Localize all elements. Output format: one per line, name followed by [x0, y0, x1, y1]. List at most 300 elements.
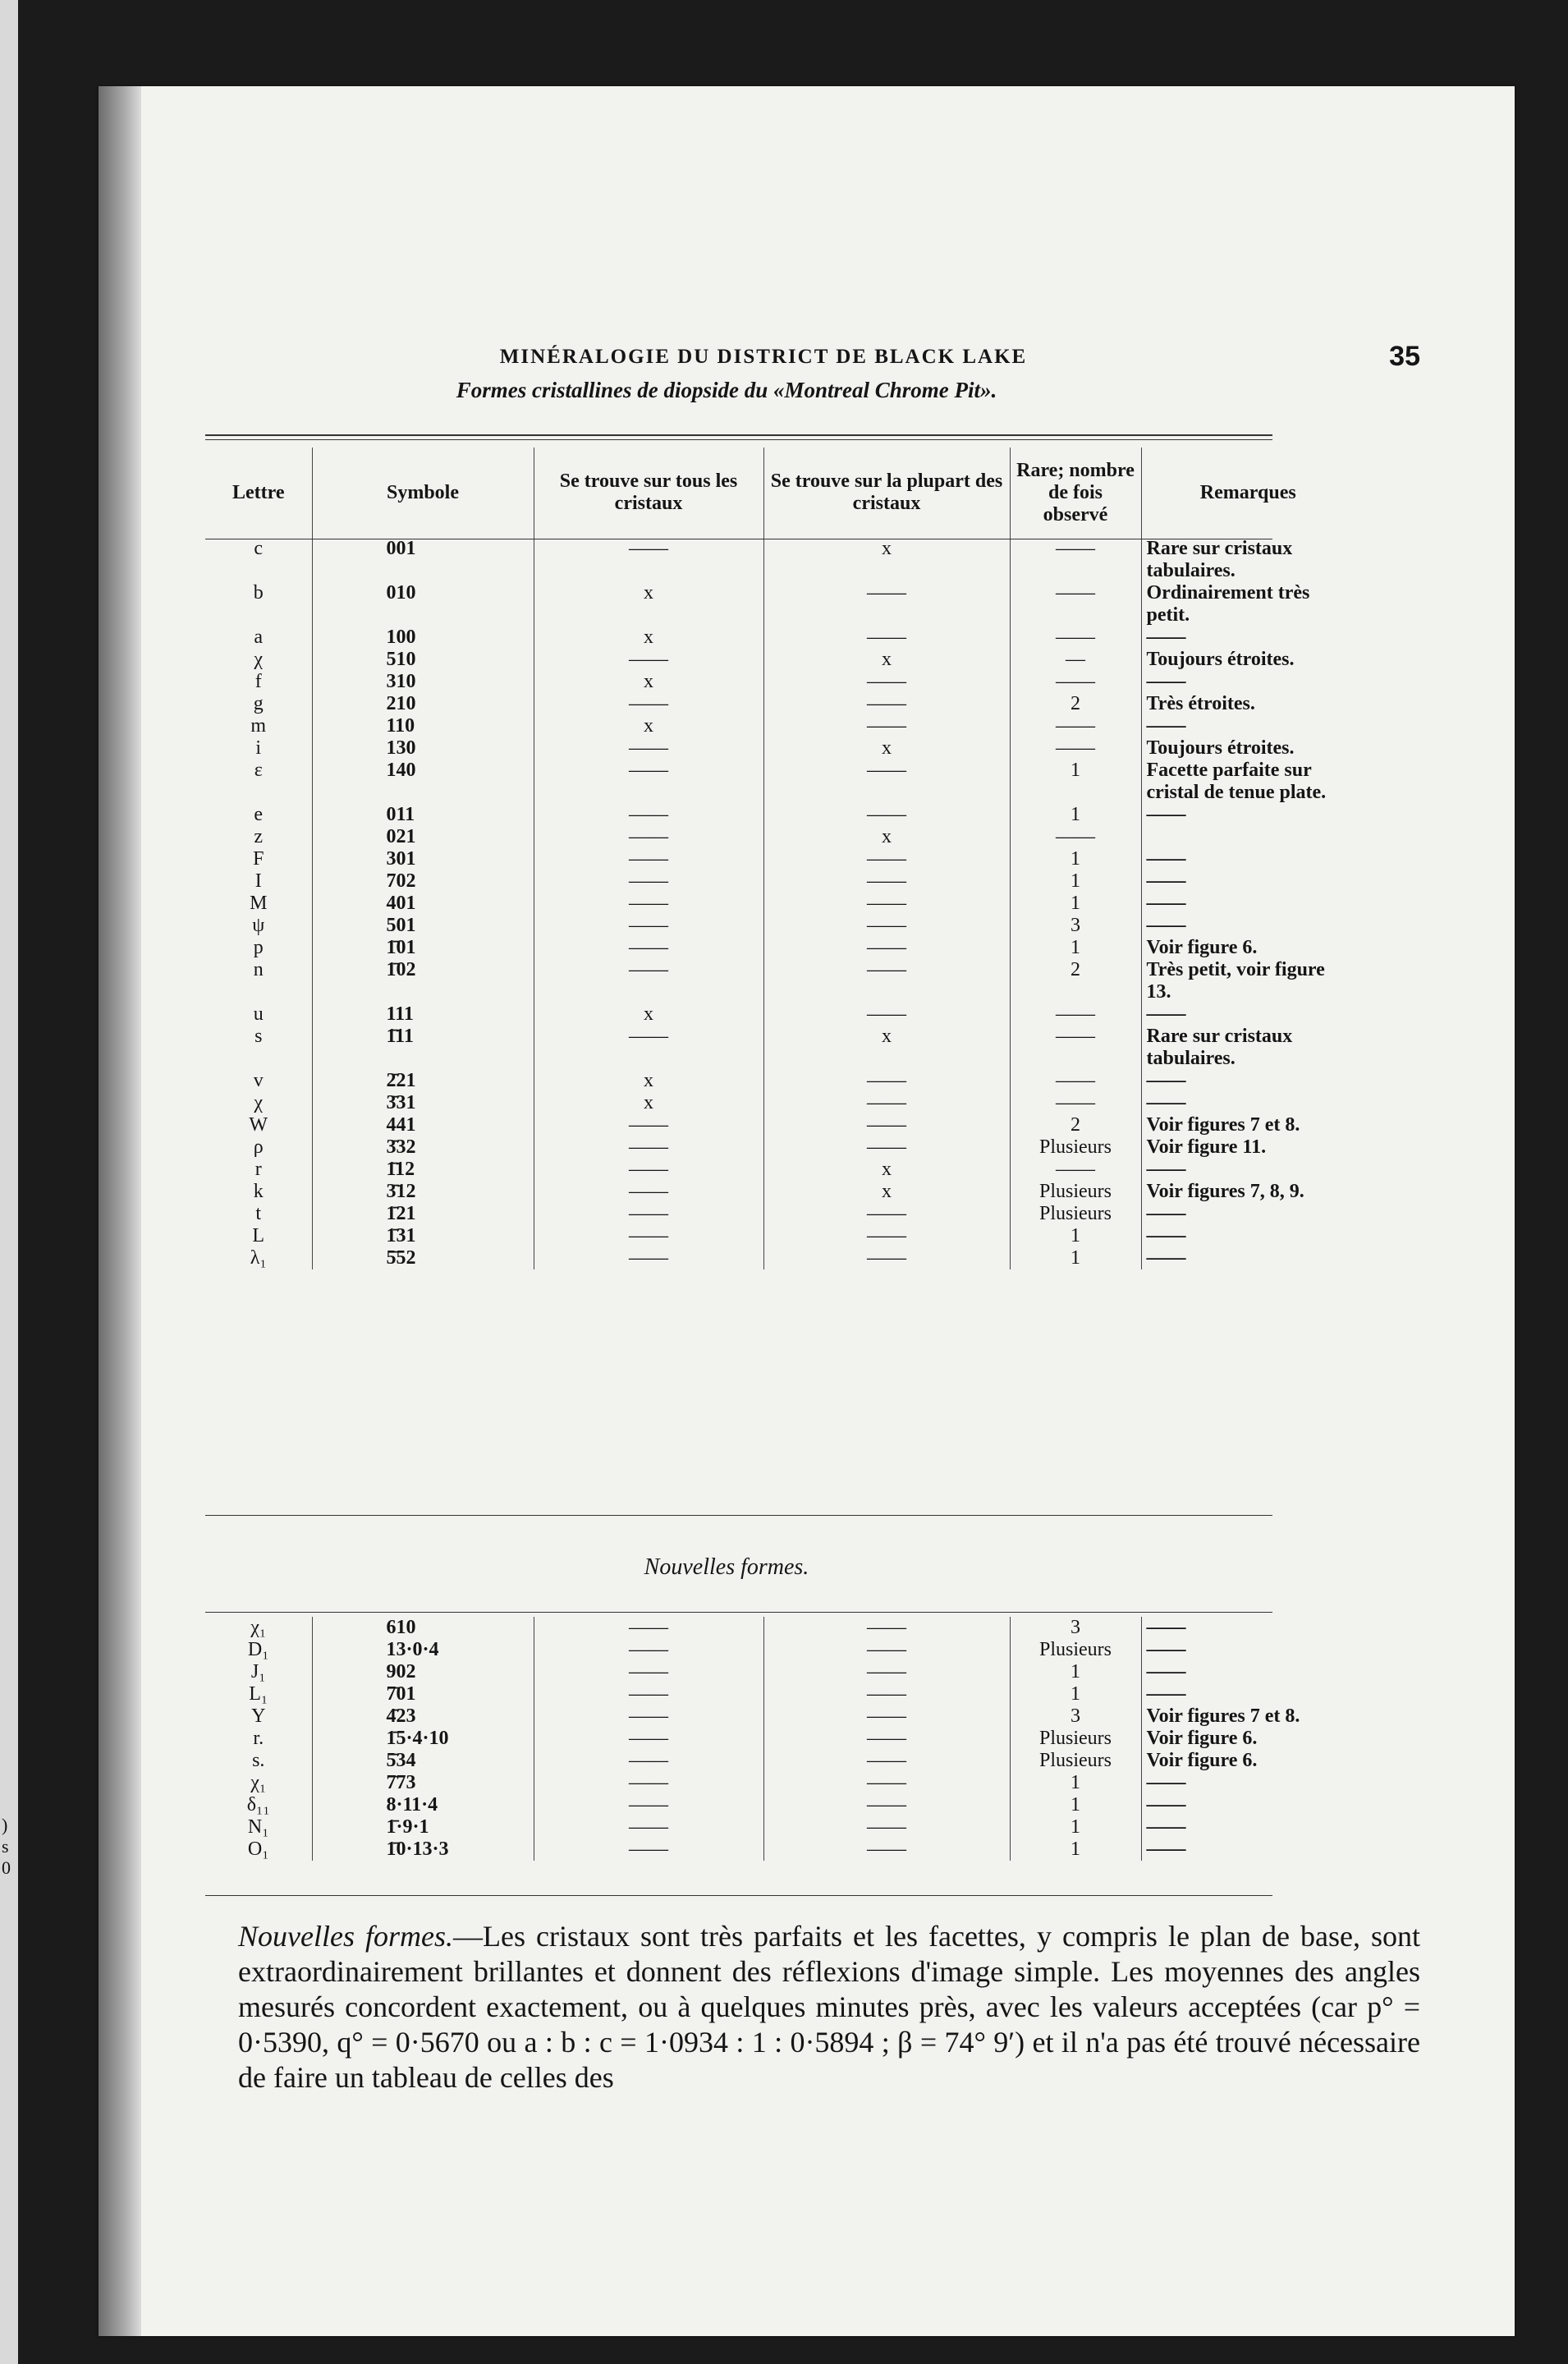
- cell-symbol: 3̄12: [312, 1181, 534, 1203]
- cell-rare: ——: [1010, 582, 1141, 627]
- table-row: [205, 959, 1355, 1003]
- cell-rare: ——: [1010, 737, 1141, 760]
- cell-symbol: 3̄32: [312, 1136, 534, 1159]
- cell-most-crystals: ——: [763, 848, 1010, 870]
- table-row: [205, 1728, 1355, 1750]
- cell-rare: 1: [1010, 893, 1141, 915]
- cell-symbol: 2̄21: [312, 1070, 534, 1092]
- cell-letter: ε: [254, 760, 263, 781]
- cell-rare: ——: [1010, 627, 1141, 649]
- cell-remarks: ——: [1141, 1247, 1355, 1269]
- cell-rare: 1: [1010, 848, 1141, 870]
- cell-letter: I: [254, 870, 262, 892]
- table-row: [205, 870, 1355, 893]
- new-forms-bottom-rule: [205, 1895, 1272, 1896]
- cell-remarks: Très petit, voir figure 13.: [1141, 959, 1355, 1003]
- cell-all-crystals: ——: [534, 959, 763, 1003]
- table-row: [205, 1705, 1355, 1728]
- new-forms-heading: Nouvelles formes.: [644, 1554, 809, 1580]
- cell-rare: ——: [1010, 1070, 1141, 1092]
- cell-letter: t: [255, 1203, 262, 1224]
- cell-letter: F: [253, 848, 264, 870]
- cell-remarks: ——: [1141, 1092, 1355, 1114]
- cell-symbol: 1̄31: [312, 1225, 534, 1247]
- cell-all-crystals: ——: [534, 1136, 763, 1159]
- cell-most-crystals: ——: [763, 1683, 1010, 1705]
- cell-symbol: 7̄01: [312, 1683, 534, 1705]
- table-row: [205, 1092, 1355, 1114]
- cell-most-crystals: ——: [763, 1816, 1010, 1838]
- cell-letter: N₁: [247, 1816, 269, 1838]
- cell-symbol: 610: [312, 1617, 534, 1639]
- cell-all-crystals: ——: [534, 1225, 763, 1247]
- cell-letter: b: [253, 582, 264, 604]
- cell-symbol: 902: [312, 1661, 534, 1683]
- cell-rare: ——: [1010, 715, 1141, 737]
- cell-all-crystals: ——: [534, 1617, 763, 1639]
- cell-all-crystals: x: [534, 715, 763, 737]
- cell-rare: ——: [1010, 1159, 1141, 1181]
- cell-most-crystals: ——: [763, 1838, 1010, 1861]
- cell-letter: r.: [253, 1728, 264, 1749]
- cell-remarks: ——: [1141, 1838, 1355, 1861]
- header-most-crystals: Se trouve sur la plupart des cristaux: [763, 448, 1010, 538]
- cell-remarks: ——: [1141, 1794, 1355, 1816]
- cell-remarks: Voir figures 7, 8, 9.: [1141, 1181, 1355, 1203]
- cell-rare: 3: [1010, 915, 1141, 937]
- cell-letter: v: [253, 1070, 264, 1091]
- cell-letter: p: [253, 937, 264, 958]
- cell-letter: k: [253, 1181, 264, 1202]
- cell-remarks: ——: [1141, 1617, 1355, 1639]
- table-bottom-rule: [205, 1515, 1272, 1516]
- cell-remarks: Toujours étroites.: [1141, 649, 1355, 671]
- cell-most-crystals: ——: [763, 1225, 1010, 1247]
- cell-all-crystals: x: [534, 627, 763, 649]
- cell-remarks: ——: [1141, 848, 1355, 870]
- cell-letter: χ₁: [250, 1617, 267, 1638]
- cell-rare: 1: [1010, 1772, 1141, 1794]
- cell-remarks: Voir figures 7 et 8.: [1141, 1705, 1355, 1728]
- cell-rare: 1: [1010, 1838, 1141, 1861]
- crystal-forms-table: [205, 448, 1355, 1269]
- document-page: [99, 86, 1515, 2336]
- cell-remarks: ——: [1141, 1003, 1355, 1026]
- cell-most-crystals: x: [763, 1026, 1010, 1070]
- table-row: [205, 1661, 1355, 1683]
- table-row: [205, 1750, 1355, 1772]
- cell-all-crystals: ——: [534, 1639, 763, 1661]
- header-all-crystals: Se trouve sur tous les cristaux: [534, 448, 763, 538]
- cell-remarks: Facette parfaite sur cristal de tenue plate.: [1141, 760, 1355, 804]
- cell-symbol: 111: [312, 1003, 534, 1026]
- cell-most-crystals: ——: [763, 1136, 1010, 1159]
- cell-all-crystals: ——: [534, 915, 763, 937]
- cell-letter: m: [250, 715, 267, 737]
- cell-remarks: Rare sur cristaux tabulaires.: [1141, 538, 1355, 582]
- crystal-forms-body: [205, 538, 1355, 1269]
- table-row: [205, 1003, 1355, 1026]
- cell-all-crystals: ——: [534, 1838, 763, 1861]
- running-head-title: MINÉRALOGIE DU DISTRICT DE BLACK LAKE: [499, 346, 1028, 368]
- header-remarks: Remarques: [1141, 448, 1355, 538]
- cell-rare: ——: [1010, 1092, 1141, 1114]
- cell-symbol: 1̄5·4·10: [312, 1728, 534, 1750]
- cell-most-crystals: ——: [763, 1203, 1010, 1225]
- cell-most-crystals: ——: [763, 1247, 1010, 1269]
- cell-remarks: ——: [1141, 804, 1355, 826]
- cell-remarks: Toujours étroites.: [1141, 737, 1355, 760]
- table-row: [205, 1816, 1355, 1838]
- cell-symbol: 1̄·9·1: [312, 1816, 534, 1838]
- cell-symbol: 140: [312, 760, 534, 804]
- table-row: [205, 582, 1355, 627]
- table-row: [205, 915, 1355, 937]
- cell-letter: L: [252, 1225, 265, 1246]
- cell-remarks: ——: [1141, 1203, 1355, 1225]
- cell-remarks: Voir figures 7 et 8.: [1141, 1114, 1355, 1136]
- header-symbol: Symbole: [312, 448, 534, 538]
- cell-most-crystals: x: [763, 826, 1010, 848]
- cell-rare: 1: [1010, 1683, 1141, 1705]
- cell-all-crystals: x: [534, 1092, 763, 1114]
- cell-all-crystals: ——: [534, 693, 763, 715]
- table-row: [205, 538, 1355, 582]
- cell-remarks: Rare sur cristaux tabulaires.: [1141, 1026, 1355, 1070]
- cell-most-crystals: ——: [763, 693, 1010, 715]
- cell-symbol: 702: [312, 870, 534, 893]
- cell-rare: ——: [1010, 1003, 1141, 1026]
- table-row: [205, 715, 1355, 737]
- table-caption: Formes cristallines de diopside du «Montreal Chrome Pit».: [456, 378, 997, 402]
- table-row: [205, 1639, 1355, 1661]
- cell-symbol: 011: [312, 804, 534, 826]
- cell-rare: ——: [1010, 671, 1141, 693]
- cell-symbol: 5̄52: [312, 1247, 534, 1269]
- paragraph-text: —Les cristaux sont très parfaits et les facettes, y compris le plan de base, sont extraordinairement brillantes et donnent des réflexions d'image simple. Les moyennes des angles mesurés concordent exactement, ou à quelques minutes près, avec les valeurs acceptées (car p° = 0·5390, q° = 0·5670 ou a : b : c = 1·0934 : 1 : 0·5894 ; β = 74° 9′) et il n'a pas été trouvé nécessaire de faire un tableau de celles des: [238, 1920, 1420, 2094]
- cell-symbol: 1̄0·13·3: [312, 1838, 534, 1861]
- table-row: [205, 826, 1355, 848]
- cell-rare: 1: [1010, 760, 1141, 804]
- cell-symbol: 301: [312, 848, 534, 870]
- cell-letter: χ: [254, 649, 264, 670]
- table-row: [205, 848, 1355, 870]
- cell-letter: Y: [251, 1705, 266, 1727]
- cell-most-crystals: ——: [763, 1092, 1010, 1114]
- cell-all-crystals: ——: [534, 538, 763, 582]
- cell-letter: L₁: [249, 1683, 268, 1705]
- cell-all-crystals: x: [534, 671, 763, 693]
- cell-rare: 2: [1010, 959, 1141, 1003]
- cell-all-crystals: ——: [534, 649, 763, 671]
- cell-rare: 1: [1010, 1225, 1141, 1247]
- cell-letter: n: [253, 959, 264, 980]
- table-row: [205, 1159, 1355, 1181]
- cell-letter: W: [249, 1114, 268, 1136]
- page-spine-shadow: [99, 86, 141, 2336]
- cell-letter: ψ: [252, 915, 265, 936]
- cell-remarks: ——: [1141, 1159, 1355, 1181]
- running-head: [205, 341, 1420, 374]
- cell-symbol: 310: [312, 671, 534, 693]
- cell-letter: e: [254, 804, 264, 825]
- cell-all-crystals: ——: [534, 1683, 763, 1705]
- cell-rare: Plusieurs: [1010, 1728, 1141, 1750]
- cell-rare: 1: [1010, 1816, 1141, 1838]
- cell-most-crystals: ——: [763, 1070, 1010, 1092]
- cell-symbol: 1̄01: [312, 937, 534, 959]
- cell-remarks: ——: [1141, 1683, 1355, 1705]
- cell-most-crystals: ——: [763, 893, 1010, 915]
- cell-rare: ——: [1010, 1026, 1141, 1070]
- cell-letter: i: [255, 737, 262, 759]
- new-forms-body: [205, 1617, 1355, 1861]
- table-row: [205, 627, 1355, 649]
- cell-all-crystals: ——: [534, 848, 763, 870]
- cell-all-crystals: x: [534, 1003, 763, 1026]
- cell-most-crystals: ——: [763, 870, 1010, 893]
- cell-most-crystals: ——: [763, 1794, 1010, 1816]
- cell-symbol: 510: [312, 649, 534, 671]
- cell-letter: χ₁: [250, 1772, 267, 1793]
- table-row: [205, 1225, 1355, 1247]
- cell-most-crystals: ——: [763, 1728, 1010, 1750]
- cell-letter: a: [254, 627, 264, 648]
- cell-symbol: 5̄34: [312, 1750, 534, 1772]
- table-row: [205, 671, 1355, 693]
- cell-remarks: Voir figure 6.: [1141, 937, 1355, 959]
- cell-rare: 1: [1010, 1794, 1141, 1816]
- cell-symbol: 7̄73: [312, 1772, 534, 1794]
- cell-letter: s.: [252, 1750, 265, 1771]
- table-row: [205, 693, 1355, 715]
- cell-rare: —: [1010, 649, 1141, 671]
- cell-remarks: ——: [1141, 870, 1355, 893]
- table-row: [205, 893, 1355, 915]
- cell-all-crystals: x: [534, 1070, 763, 1092]
- table-row: [205, 737, 1355, 760]
- cell-most-crystals: ——: [763, 1617, 1010, 1639]
- cell-letter: M: [250, 893, 268, 914]
- cell-most-crystals: ——: [763, 804, 1010, 826]
- cell-most-crystals: ——: [763, 1114, 1010, 1136]
- cell-letter: c: [254, 538, 264, 559]
- table-row: [205, 1617, 1355, 1639]
- cell-symbol: 100: [312, 627, 534, 649]
- cell-symbol: 501: [312, 915, 534, 937]
- cell-symbol: 401: [312, 893, 534, 915]
- cell-letter: ρ: [253, 1136, 264, 1158]
- cell-most-crystals: ——: [763, 627, 1010, 649]
- body-paragraph: [238, 1919, 1420, 2095]
- cell-symbol: 4̄23: [312, 1705, 534, 1728]
- table-row: [205, 760, 1355, 804]
- cell-rare: Plusieurs: [1010, 1639, 1141, 1661]
- cell-rare: 1: [1010, 1661, 1141, 1683]
- cell-symbol: 210: [312, 693, 534, 715]
- cell-rare: 2: [1010, 693, 1141, 715]
- adjacent-page-edge: [0, 0, 18, 2364]
- cell-rare: Plusieurs: [1010, 1181, 1141, 1203]
- cell-most-crystals: ——: [763, 1772, 1010, 1794]
- table-row: [205, 1683, 1355, 1705]
- cell-remarks: ——: [1141, 1225, 1355, 1247]
- cell-symbol: 1̄12: [312, 1159, 534, 1181]
- cell-most-crystals: x: [763, 649, 1010, 671]
- cell-all-crystals: ——: [534, 1203, 763, 1225]
- cell-all-crystals: ——: [534, 760, 763, 804]
- cell-remarks: Voir figure 11.: [1141, 1136, 1355, 1159]
- table-row: [205, 1794, 1355, 1816]
- cell-all-crystals: ——: [534, 1114, 763, 1136]
- cell-rare: 1: [1010, 804, 1141, 826]
- cell-remarks: Voir figure 6.: [1141, 1728, 1355, 1750]
- cell-most-crystals: ——: [763, 582, 1010, 627]
- cell-letter: g: [253, 693, 264, 714]
- cell-most-crystals: x: [763, 538, 1010, 582]
- cell-most-crystals: x: [763, 737, 1010, 760]
- cell-letter: λ₁: [250, 1247, 267, 1269]
- cell-all-crystals: x: [534, 582, 763, 627]
- cell-remarks: ——: [1141, 1816, 1355, 1838]
- cell-all-crystals: ——: [534, 1661, 763, 1683]
- cell-symbol: 130: [312, 737, 534, 760]
- table-row: [205, 1772, 1355, 1794]
- cell-remarks: ——: [1141, 715, 1355, 737]
- cell-symbol: 13·0·4: [312, 1639, 534, 1661]
- cell-all-crystals: ——: [534, 870, 763, 893]
- cell-remarks: [1141, 826, 1355, 848]
- table-row: [205, 804, 1355, 826]
- cell-rare: 3: [1010, 1617, 1141, 1639]
- cell-remarks: ——: [1141, 1639, 1355, 1661]
- cell-rare: 3: [1010, 1705, 1141, 1728]
- cell-most-crystals: x: [763, 1181, 1010, 1203]
- cell-symbol: 010: [312, 582, 534, 627]
- cell-most-crystals: ——: [763, 760, 1010, 804]
- cell-all-crystals: ——: [534, 937, 763, 959]
- new-forms-top-rule: [205, 1612, 1272, 1613]
- cell-letter: D₁: [247, 1639, 269, 1660]
- cell-all-crystals: ——: [534, 1750, 763, 1772]
- table-row: [205, 1203, 1355, 1225]
- cell-symbol: 110: [312, 715, 534, 737]
- cell-most-crystals: ——: [763, 1003, 1010, 1026]
- cell-all-crystals: ——: [534, 737, 763, 760]
- cell-most-crystals: x: [763, 1159, 1010, 1181]
- table-top-rule: [205, 434, 1272, 436]
- cell-remarks: Voir figure 6.: [1141, 1750, 1355, 1772]
- cell-remarks: ——: [1141, 893, 1355, 915]
- table-row: [205, 1247, 1355, 1269]
- cell-remarks: ——: [1141, 1070, 1355, 1092]
- cell-letter: r: [254, 1159, 262, 1180]
- cell-rare: Plusieurs: [1010, 1136, 1141, 1159]
- cell-all-crystals: ——: [534, 1159, 763, 1181]
- cell-remarks: ——: [1141, 1661, 1355, 1683]
- cell-remarks: ——: [1141, 1772, 1355, 1794]
- table-row: [205, 649, 1355, 671]
- table-top-rule-2: [205, 439, 1272, 440]
- cell-rare: 1: [1010, 937, 1141, 959]
- cell-rare: ——: [1010, 538, 1141, 582]
- cell-symbol: 3̄31: [312, 1092, 534, 1114]
- cell-letter: J₁: [250, 1661, 266, 1682]
- cell-most-crystals: ——: [763, 1639, 1010, 1661]
- table-row: [205, 1114, 1355, 1136]
- header-rare: Rare; nombre de fois observé: [1010, 448, 1141, 538]
- cell-all-crystals: ——: [534, 1794, 763, 1816]
- cell-most-crystals: ——: [763, 715, 1010, 737]
- cell-letter: f: [254, 671, 262, 692]
- cell-all-crystals: ——: [534, 1181, 763, 1203]
- cell-all-crystals: ——: [534, 1026, 763, 1070]
- adjacent-page-fragment: ) s 0: [2, 1815, 11, 1878]
- page-number: 35: [1389, 341, 1420, 372]
- cell-symbol: 1̄02: [312, 959, 534, 1003]
- cell-rare: 1: [1010, 1247, 1141, 1269]
- cell-most-crystals: ——: [763, 1705, 1010, 1728]
- header-letter: Lettre: [232, 481, 285, 503]
- cell-rare: 2: [1010, 1114, 1141, 1136]
- cell-remarks: Très étroites.: [1141, 693, 1355, 715]
- cell-all-crystals: ——: [534, 1816, 763, 1838]
- cell-all-crystals: ——: [534, 1772, 763, 1794]
- cell-remarks: ——: [1141, 671, 1355, 693]
- cell-most-crystals: ——: [763, 915, 1010, 937]
- cell-letter: χ: [254, 1092, 264, 1113]
- cell-letter: δ₁₁: [246, 1794, 270, 1815]
- cell-all-crystals: ——: [534, 1705, 763, 1728]
- new-forms-table: [205, 1617, 1355, 1861]
- cell-symbol: 8·11·4: [312, 1794, 534, 1816]
- cell-rare: Plusieurs: [1010, 1750, 1141, 1772]
- table-row: [205, 1026, 1355, 1070]
- cell-rare: Plusieurs: [1010, 1203, 1141, 1225]
- cell-all-crystals: ——: [534, 1247, 763, 1269]
- table-row: [205, 937, 1355, 959]
- cell-rare: ——: [1010, 826, 1141, 848]
- cell-letter: O₁: [247, 1838, 269, 1860]
- paragraph-lead: Nouvelles formes.: [238, 1920, 453, 1953]
- table-row: [205, 1181, 1355, 1203]
- cell-most-crystals: ——: [763, 1750, 1010, 1772]
- cell-symbol: 001: [312, 538, 534, 582]
- cell-rare: 1: [1010, 870, 1141, 893]
- cell-all-crystals: ——: [534, 804, 763, 826]
- cell-symbol: 1̄21: [312, 1203, 534, 1225]
- cell-letter: s: [254, 1026, 263, 1047]
- table-row: [205, 1838, 1355, 1861]
- table-row: [205, 1070, 1355, 1092]
- cell-symbol: 021: [312, 826, 534, 848]
- cell-letter: u: [253, 1003, 264, 1025]
- cell-remarks: Ordinairement très petit.: [1141, 582, 1355, 627]
- cell-all-crystals: ——: [534, 893, 763, 915]
- cell-symbol: 1̄11: [312, 1026, 534, 1070]
- cell-all-crystals: ——: [534, 1728, 763, 1750]
- cell-most-crystals: ——: [763, 959, 1010, 1003]
- cell-letter: z: [254, 826, 264, 847]
- cell-remarks: ——: [1141, 627, 1355, 649]
- cell-all-crystals: ——: [534, 826, 763, 848]
- cell-symbol: 441: [312, 1114, 534, 1136]
- cell-most-crystals: ——: [763, 937, 1010, 959]
- cell-remarks: ——: [1141, 915, 1355, 937]
- table-row: [205, 1136, 1355, 1159]
- cell-most-crystals: ——: [763, 671, 1010, 693]
- cell-most-crystals: ——: [763, 1661, 1010, 1683]
